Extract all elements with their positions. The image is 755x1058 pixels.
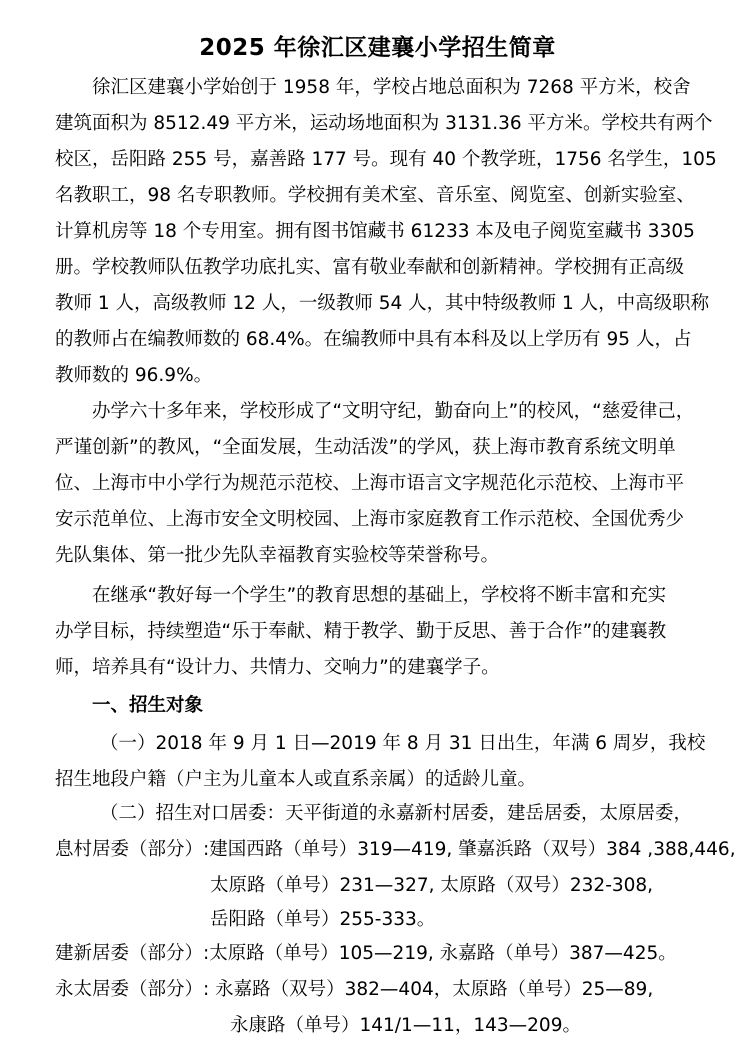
honors-line: 办学六十多年来，学校形成了“文明守纪，勤奋向上”的校风，“慈爱律己， — [92, 401, 695, 422]
intro-line: 计算机房等 18 个专用室。拥有图书馆藏书 61233 本及电子阅览室藏书 3305 — [55, 221, 695, 242]
item2-line: 岳阳路（单号）255-333。 — [210, 909, 436, 930]
item1-line: （一）2018 年 9 月 1 日—2019 年 8 月 31 日出生，年满 6 周岁，我校 — [100, 733, 706, 754]
intro-line: 教师 1 人，高级教师 12 人，一级教师 54 人，其中特级教师 1 人，中高级职称 — [55, 293, 710, 314]
intro-line: 建筑面积为 8512.49 平方米，运动场地面积为 3131.36 平方米。学校共有两个 — [55, 113, 713, 134]
intro-line: 徐汇区建襄小学始创于 1958 年，学校占地总面积为 7268 平方米，校舍 — [92, 77, 691, 98]
mission-line: 师，培养具有“设计力、共情力、交响力”的建襄学子。 — [55, 657, 500, 678]
intro-line: 册。学校教师队伍教学功底扎实、富有敬业奉献和创新精神。学校拥有正高级 — [55, 257, 685, 278]
section-heading: 一、招生对象 — [92, 695, 204, 716]
honors-line: 位、上海市中小学行为规范示范校、上海市语言文字规范化示范校、上海市平 — [55, 473, 685, 494]
honors-line: 安示范单位、上海市安全文明校园、上海市家庭教育工作示范校、全国优秀少 — [55, 509, 685, 530]
item2-line: 建新居委（部分）:太原路（单号）105—219, 永嘉路（单号）387—425。 — [55, 943, 677, 964]
mission-line: 办学目标，持续塑造“乐于奉献、精于教学、勤于反思、善于合作”的建襄教 — [55, 621, 667, 642]
intro-line: 的教师占在编教师数的 68.4%。在编教师中具有本科及以上学历有 95 人，占 — [55, 329, 692, 350]
document-title: 2025 年徐汇区建襄小学招生简章 — [199, 35, 556, 61]
item2-line: 永太居委（部分）: 永嘉路（双号）382—404，太原路（单号）25—89, — [55, 979, 654, 1000]
intro-line: 名教职工，98 名专职教师。学校拥有美术室、音乐室、阅览室、创新实验室、 — [55, 185, 695, 206]
intro-line: 教师数的 96.9%。 — [55, 365, 213, 386]
item1-line: 招生地段户籍（户主为儿童本人或直系亲属）的适龄儿童。 — [55, 769, 537, 790]
item2-line: 太原路（单号）231—327, 太原路（双号）232-308, — [210, 875, 654, 896]
intro-line: 校区，岳阳路 255 号，嘉善路 177 号。现有 40 个教学班，1756 名学生，105 — [55, 149, 717, 170]
honors-line: 先队集体、第一批少先队幸福教育实验校等荣誉称号。 — [55, 545, 500, 566]
mission-line: 在继承“教好每一个学生”的教育思想的基础上，学校将不断丰富和充实 — [92, 585, 667, 606]
item2-line: （二）招生对口居委：天平街道的永嘉新村居委，建岳居委，太原居委， — [100, 803, 693, 824]
honors-line: 严谨创新”的教风，“全面发展，生动活泼”的学风，获上海市教育系统文明单 — [55, 437, 676, 458]
item2-line: 永康路（单号）141/1—11，143—209。 — [230, 1015, 581, 1036]
item2-line: 息村居委（部分）:建国西路（单号）319—419, 肇嘉浜路（双号）384 ,388,446, — [55, 839, 736, 860]
